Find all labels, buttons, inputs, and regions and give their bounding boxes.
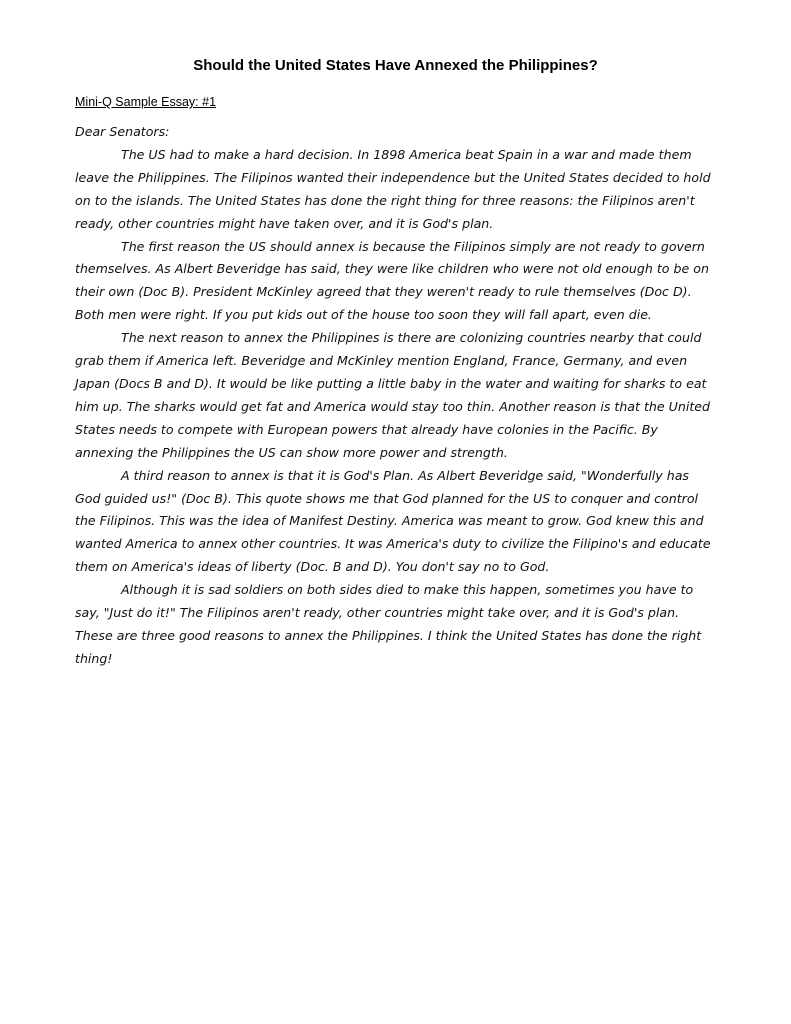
page-title: Should the United States Have Annexed the Philippines? [193, 57, 598, 74]
paragraph-third-reason: A third reason to annex is that it is God's Plan. As Albert Beveridge said, "Wonderfully has God guided us!" (Doc B). This quote shows me that God planned for the US to conquer and control the Filipinos. This was the idea of Manifest Destiny. America was meant to grow. God knew this and wanted America to annex other countries. It was America's duty to civilize the Filipino's and educate them on America's ideas of liberty (Doc. B and D). You don't say no to God. [75, 467, 711, 575]
paragraph-introduction: The US had to make a hard decision. In 1898 America beat Spain in a war and made them leave the Philippines. The Filipinos wanted their independence but the United States decided to hold on to the islands. The United States has done the right thing for three reasons: the Filipinos aren't ready, other countries might have taken over, and it is God's plan. [75, 146, 711, 231]
essay-body [75, 120, 717, 671]
paragraph-conclusion: Although it is sad soldiers on both sides died to make this happen, sometimes you have to say, "Just do it!" The Filipinos aren't ready, other countries might take over, and it is God's plan. These are three good reasons to annex the Philippines. I think the United States has done the right thing! [75, 582, 702, 666]
essay-subtitle: Mini-Q Sample Essay: #1 [75, 95, 217, 109]
paragraph-first-reason: The first reason the US should annex is because the Filipinos simply are not ready to govern themselves. As Albert Beveridge has said, they were like children who were not old enough to be on their own (Doc B). President McKinley agreed that they weren't ready to rule themselves (Doc D). Both men were right. If you put kids out of the house too soon they will fall apart, even die. [75, 238, 709, 323]
paragraph-second-reason: The next reason to annex the Philippines is there are colonizing countries nearby that could grab them if America left. Beveridge and McKinley mention England, France, Germany, and even Japan (Docs B and D). It would be like putting a little baby in the water and waiting for sharks to eat him up. The sharks would get fat and America would stay too thin. Another reason is that the United States needs to compete with European powers that already have colonies in the Pacific. By annexing the Philippines the US can show more power and strength. [75, 330, 711, 460]
salutation: Dear Senators: [75, 124, 170, 139]
